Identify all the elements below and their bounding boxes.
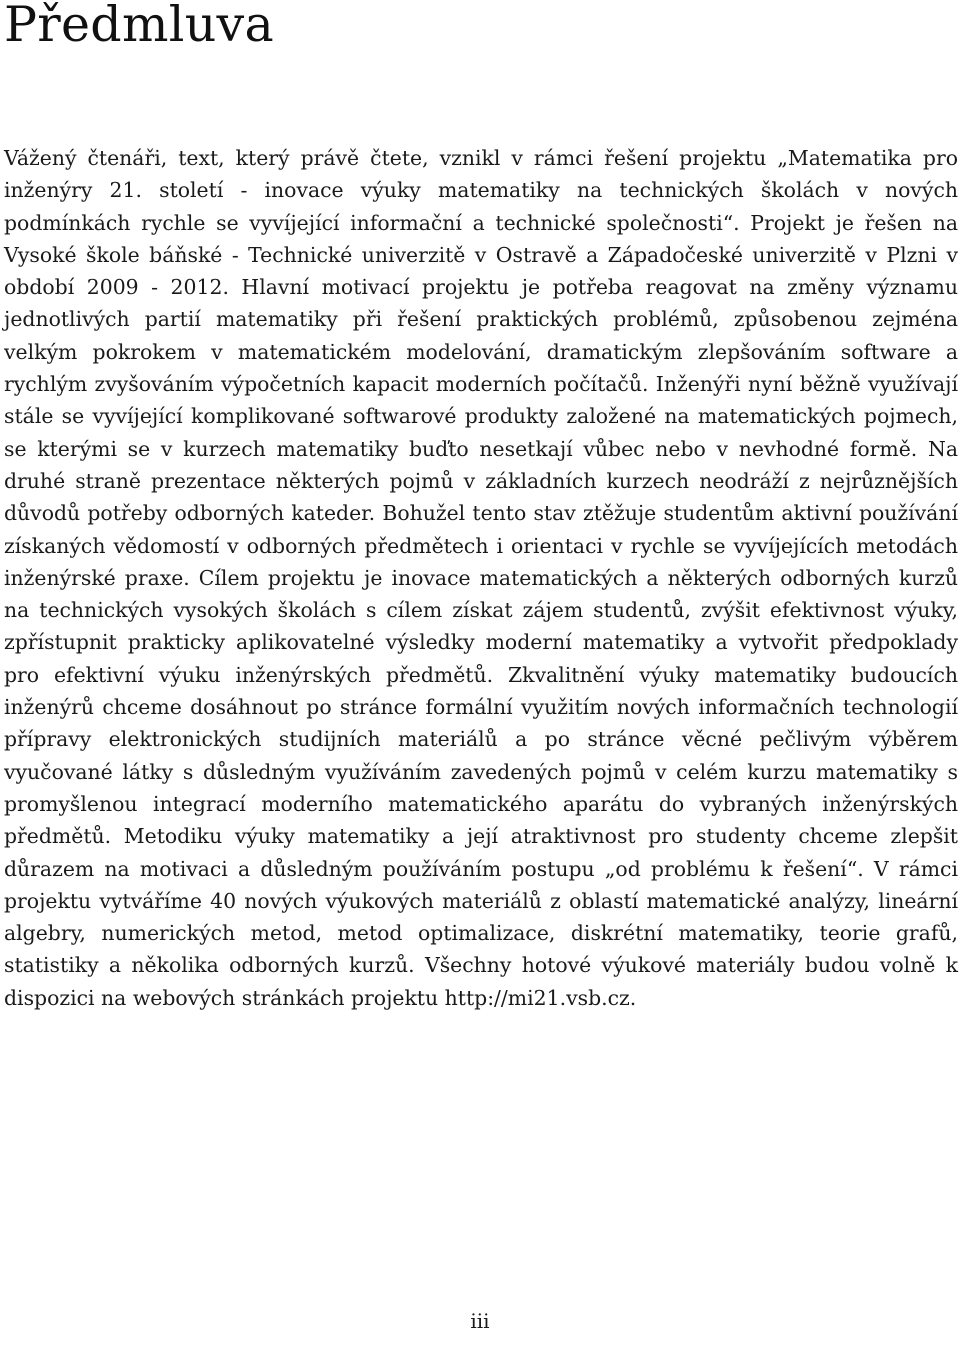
page-number: iii <box>470 1309 490 1333</box>
preface-paragraph: Vážený čtenáři, text, který právě čtete, vznikl v rámci řešení projektu „Matematika pro inženýry 21. století - inovace výuky matematiky na technických školách v nových podmínkách rychle se vyvíjející informační a technické společnosti“. Projekt je řešen na Vysoké škole báňské - Technické univerzitě v Ostravě a Západočeské univerzitě v Plzni v období 2009 - 2012. Hlavní motivací projektu je potřeba reagovat na změny významu jednotlivých partií matematiky při řešení praktických problémů, způsobenou zejména velkým pokrokem v matematickém modelování, dramatickým zlepšováním software a rychlým zvyšováním výpočetních kapacit moderních počítačů. Inženýři nyní běžně využívají stále se vyvíjející komplikované softwarové produkty založené na matematických pojmech, se kterými se v kurzech matematiky buďto nesetkají vůbec nebo v nevhodné formě. Na druhé straně prezentace některých pojmů v základních kurzech neodráží z nejrůznějších důvodů potřeby odborných kateder. Bohužel tento stav ztěžuje studentům aktivní používání získaných vědomostí v odborných předmětech i orientaci v rychle se vyvíjejících metodách inženýrské praxe. Cílem projektu je inovace matematických a některých odborných kurzů na technických vysokých školách s cílem získat zájem studentů, zvýšit efektivnost výuky, zpřístupnit prakticky aplikovatelné výsledky moderní matematiky a vytvořit předpoklady pro efektivní výuku inženýrských předmětů. Zkvalitnění výuky matematiky budoucích inženýrů chceme dosáhnout po stránce formální využitím nových informačních technologií přípravy elektronických studijních materiálů a po stránce věcné pečlivým výběrem vyučované látky s důsledným využíváním zavedených pojmů v celém kurzu matematiky s promyšlenou integrací moderního matematického aparátu do vybraných inženýrských předmětů. Metodiku výuky matematiky a její atraktivnost pro studenty chceme zlepšit důrazem na motivaci a důsledným používáním postupu „od problému k řešení“. V rámci projektu vytváříme 40 nových výukových materiálů z oblastí matematické analýzy, lineární algebry, numerických metod, metod optimalizace, diskrétní matematiky, teorie grafů, statistiky a několika odborných kurzů. Všechny hotové výukové materiály budou volně k dispozici na webových stránkách projektu http://mi21.vsb.cz. <box>4 146 958 1010</box>
page-title: Předmluva <box>4 0 275 53</box>
